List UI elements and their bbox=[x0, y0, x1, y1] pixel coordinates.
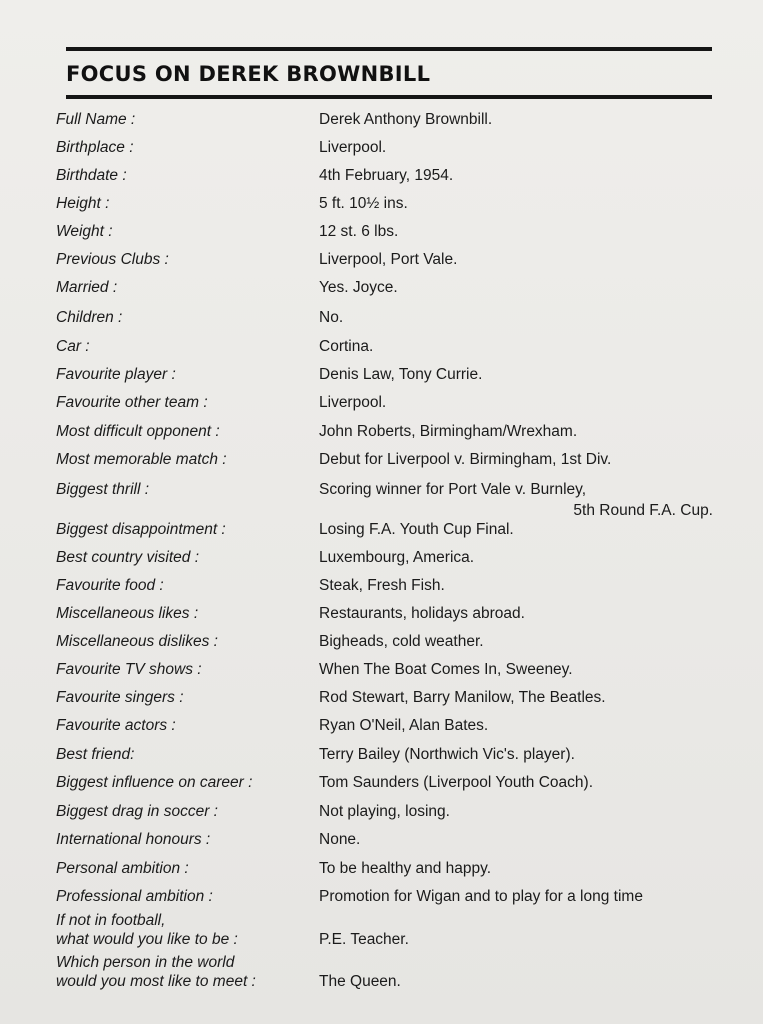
row-value: Tom Saunders (Liverpool Youth Coach). bbox=[319, 774, 593, 791]
row-label: Favourite other team : bbox=[56, 394, 208, 411]
row-label: Professional ambition : bbox=[56, 888, 213, 905]
row-label bbox=[56, 911, 311, 949]
row-label: Full Name : bbox=[56, 111, 136, 128]
row-label-line: Which person in the world bbox=[56, 954, 235, 971]
row-label: Best country visited : bbox=[56, 549, 200, 566]
row-label: Children : bbox=[56, 309, 123, 326]
row-value: Yes. Joyce. bbox=[319, 279, 398, 296]
row-label: Favourite player : bbox=[56, 366, 176, 383]
row-label-line: would you most like to meet : bbox=[56, 973, 256, 990]
row-value: P.E. Teacher. bbox=[319, 931, 409, 948]
row-label: Biggest thrill : bbox=[56, 481, 150, 498]
row-label: Biggest influence on career : bbox=[56, 774, 253, 791]
row-value: When The Boat Comes In, Sweeney. bbox=[319, 661, 573, 678]
row-label: Biggest disappointment : bbox=[56, 521, 226, 538]
row-value-line: Scoring winner for Port Vale v. Burnley, bbox=[319, 481, 587, 498]
row-value: Restaurants, holidays abroad. bbox=[319, 605, 525, 622]
row-value: Steak, Fresh Fish. bbox=[319, 577, 445, 594]
row-value: Bigheads, cold weather. bbox=[319, 633, 484, 650]
title-underline bbox=[66, 95, 712, 99]
row-value: 12 st. 6 lbs. bbox=[319, 223, 399, 240]
row-value: Liverpool. bbox=[319, 394, 387, 411]
row-label: International honours : bbox=[56, 831, 211, 848]
row-value: Derek Anthony Brownbill. bbox=[319, 111, 493, 128]
row-label: Miscellaneous likes : bbox=[56, 605, 199, 622]
top-rule bbox=[66, 47, 712, 51]
row-value: John Roberts, Birmingham/Wrexham. bbox=[319, 423, 578, 440]
row-value: Promotion for Wigan and to play for a long time bbox=[319, 888, 643, 905]
row-value: None. bbox=[319, 831, 361, 848]
page-title: FOCUS ON DEREK BROWNBILL bbox=[66, 62, 431, 86]
row-value: Cortina. bbox=[319, 338, 374, 355]
row-label: Favourite TV shows : bbox=[56, 661, 202, 678]
row-value: Ryan O'Neil, Alan Bates. bbox=[319, 717, 489, 734]
row-value: Luxembourg, America. bbox=[319, 549, 475, 566]
row-label-line: If not in football, bbox=[56, 912, 166, 929]
row-label: Biggest drag in soccer : bbox=[56, 803, 218, 820]
row-value: Terry Bailey (Northwich Vic's. player). bbox=[319, 746, 575, 763]
row-value: No. bbox=[319, 309, 344, 326]
row-label: Previous Clubs : bbox=[56, 251, 169, 268]
row-value bbox=[319, 480, 719, 520]
row-label: Favourite singers : bbox=[56, 689, 184, 706]
row-label-line: what would you like to be : bbox=[56, 931, 238, 948]
row-label: Car : bbox=[56, 338, 90, 355]
row-value: The Queen. bbox=[319, 973, 401, 990]
row-value: Liverpool, Port Vale. bbox=[319, 251, 458, 268]
row-value: Denis Law, Tony Currie. bbox=[319, 366, 483, 383]
row-label: Height : bbox=[56, 195, 110, 212]
row-value: Liverpool. bbox=[319, 139, 387, 156]
row-value: Rod Stewart, Barry Manilow, The Beatles. bbox=[319, 689, 606, 706]
row-label: Favourite food : bbox=[56, 577, 164, 594]
row-value: Not playing, losing. bbox=[319, 803, 450, 820]
row-label: Weight : bbox=[56, 223, 113, 240]
row-value: Losing F.A. Youth Cup Final. bbox=[319, 521, 514, 538]
row-label: Birthplace : bbox=[56, 139, 134, 156]
row-label: Birthdate : bbox=[56, 167, 127, 184]
row-value-continuation: 5th Round F.A. Cup. bbox=[573, 502, 713, 519]
row-value: 5 ft. 10½ ins. bbox=[319, 195, 408, 212]
row-value: To be healthy and happy. bbox=[319, 860, 492, 877]
row-label: Best friend: bbox=[56, 746, 135, 763]
row-label: Favourite actors : bbox=[56, 717, 176, 734]
row-label: Most difficult opponent : bbox=[56, 423, 220, 440]
row-value: Debut for Liverpool v. Birmingham, 1st Div. bbox=[319, 451, 612, 468]
row-label: Personal ambition : bbox=[56, 860, 189, 877]
row-value: 4th February, 1954. bbox=[319, 167, 454, 184]
row-label: Miscellaneous dislikes : bbox=[56, 633, 218, 650]
row-label: Most memorable match : bbox=[56, 451, 227, 468]
row-label bbox=[56, 953, 311, 991]
row-label: Married : bbox=[56, 279, 118, 296]
